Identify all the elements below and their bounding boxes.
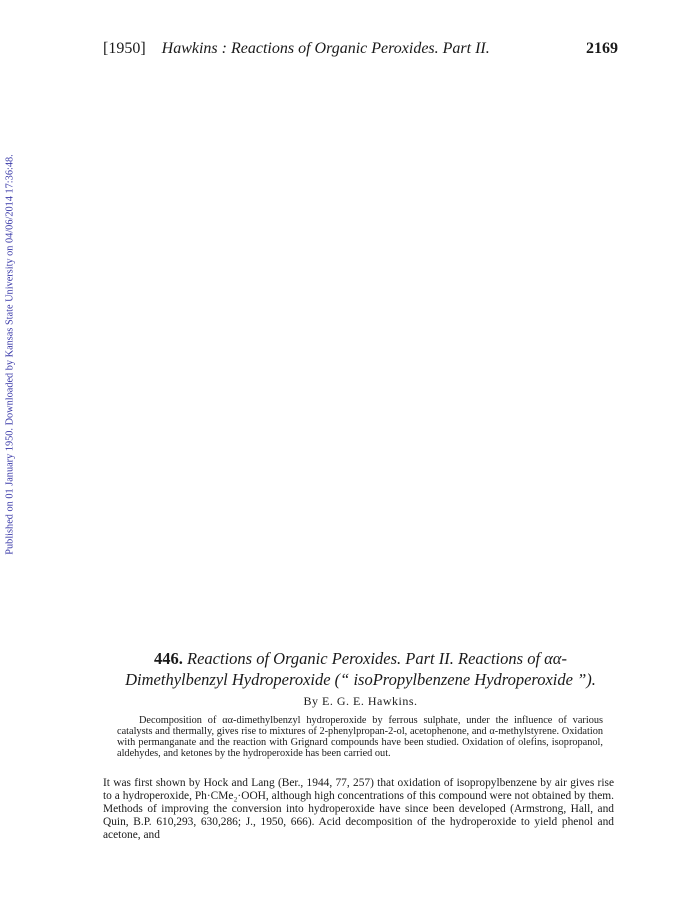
download-watermark	[0, 148, 20, 560]
article-title-block	[103, 648, 618, 690]
header-running-title: Hawkins : Reactions of Organic Peroxides. Part II.	[161, 40, 490, 57]
abstract: Decomposition of αα-dimethylbenzyl hydroperoxide by ferrous sulphate, under the influence of various catalysts and thermally, gives rise to mixtures of 2-phenylpropan-2-ol, acetophenone, and α-methylstyrene. Oxidation with permanganate and the reaction with Grignard compounds have been studied. Oxidation of olefins, isopropanol, aldehydes, and ketones by the hydroperoxide has been carried out.	[117, 715, 603, 759]
article-number: 446.	[154, 649, 183, 668]
watermark-text: Published on 01 January 1950. Downloaded by Kansas State University on 04/06/2014 17:36:48.	[4, 153, 16, 555]
header-page-number: 2169	[586, 40, 618, 57]
article-title: Reactions of Organic Peroxides. Part II. Reactions of αα-Dimethylbenzyl Hydroperoxide (“ isoPropylbenzene Hydroperoxide ”).	[125, 649, 596, 689]
author-line: By E. G. E. Hawkins.	[303, 694, 418, 708]
header-year: [1950]	[103, 40, 146, 57]
running-header	[103, 40, 618, 58]
body-paragraph: It was first shown by Hock and Lang (Ber., 1944, 77, 257) that oxidation of isopropylbenzene by air gives rise to a hydroperoxide, Ph·CMe₂·OOH, although high concentrations of this compound were not obtained by them. Methods of improving the conversion into hydroperoxide have since been developed (Armstrong, Hall, and Quin, B.P. 610,293, 630,286; J., 1950, 666). Acid decomposition of the hydroperoxide to yield phenol and acetone, and	[103, 777, 614, 841]
